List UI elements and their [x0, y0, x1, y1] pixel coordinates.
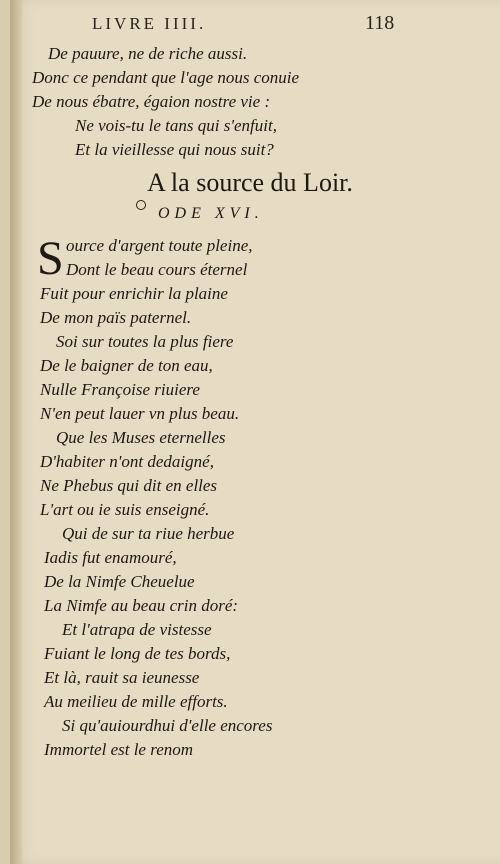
poem-title: A la source du Loir.: [147, 168, 353, 197]
book-gutter: [10, 0, 22, 864]
verse-line: Donc ce pendant que l'age nous conuie: [32, 68, 300, 87]
verse-line: Immortel est le renom: [44, 740, 194, 759]
verse-line: De pauure, ne de riche aussi.: [48, 44, 248, 63]
verse-line: L'art ou ie suis enseigné.: [40, 500, 210, 519]
ornament-circle-icon: [136, 200, 146, 210]
drop-cap: S: [37, 232, 64, 285]
verse-line: Qui de sur ta riue herbue: [62, 524, 235, 543]
verse-line: Au meilieu de mille efforts.: [44, 692, 228, 711]
verse-line: Ne Phebus qui dit en elles: [40, 476, 218, 495]
page-number: 118: [365, 12, 395, 34]
verse-line: La Nimfe au beau crin doré:: [44, 596, 239, 615]
verse-line: Soi sur toutes la plus fiere: [56, 332, 234, 351]
verse-line: De le baigner de ton eau,: [40, 356, 213, 375]
verse-line: De mon païs paternel.: [40, 308, 192, 327]
running-head: LIVRE IIII.: [92, 14, 207, 33]
verse-line: N'en peut lauer vn plus beau.: [40, 404, 240, 423]
verse-line: Fuiant le long de tes bords,: [44, 644, 231, 663]
verse-line: Ne vois-tu le tans qui s'enfuit,: [75, 116, 277, 135]
verse-line: Si qu'auiourdhui d'elle encores: [62, 716, 273, 735]
verse-line: Que les Muses eternelles: [56, 428, 226, 447]
verse-line: Iadis fut enamouré,: [44, 548, 177, 567]
verse-line: Fuit pour enrichir la plaine: [40, 284, 228, 303]
verse-line: D'habiter n'ont dedaigné,: [40, 452, 214, 471]
verse-line: Et là, rauit sa ieunesse: [44, 668, 200, 687]
ode-label: ODE XVI.: [158, 205, 264, 222]
verse-line: De nous ébatre, égaion nostre vie :: [32, 92, 271, 111]
verse-line: Et l'atrapa de vistesse: [62, 620, 212, 639]
verse-line: Dont le beau cours éternel: [66, 260, 248, 279]
verse-line: ource d'argent toute pleine,: [66, 236, 253, 255]
verse-line: Nulle Françoise riuiere: [40, 380, 200, 399]
verse-line: Et la vieillesse qui nous suit?: [75, 140, 274, 159]
verse-line: De la Nimfe Cheuelue: [44, 572, 195, 591]
page-header: [0, 12, 500, 36]
